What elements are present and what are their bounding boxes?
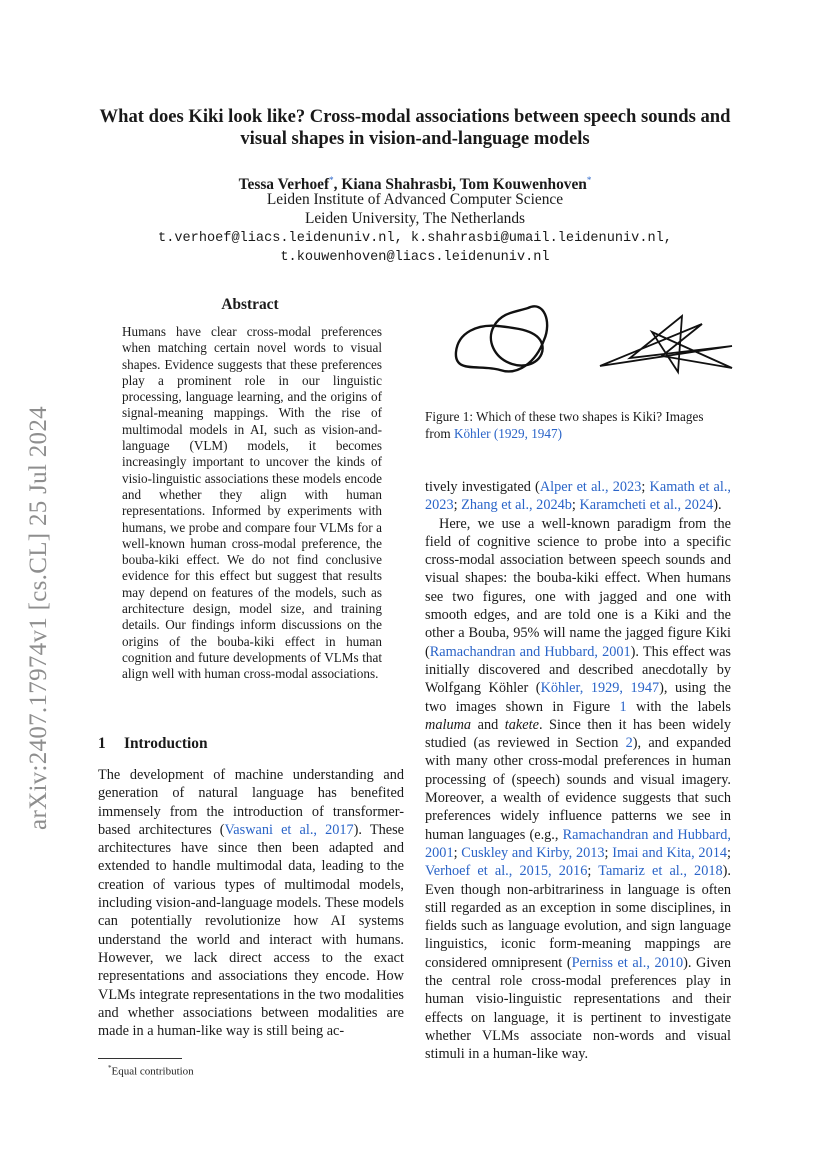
affiliation-university: Leiden University, The Netherlands xyxy=(304,210,526,227)
arxiv-identifier-text: arXiv:2407.17974v1 [cs.CL] 25 Jul 2024 xyxy=(25,406,52,830)
footnote-mark: * xyxy=(108,1064,112,1072)
affiliation-institute: Leiden Institute of Advanced Computer Science xyxy=(266,191,564,208)
text-fragment: ). xyxy=(713,497,722,514)
author-emails-line-1: t.verhoef@liacs.leidenuniv.nl, k.shahrasbi@umail.leidenuniv.nl, xyxy=(158,231,672,246)
introduction-continued xyxy=(425,478,731,1064)
citation-verhoef[interactable]: Verhoef et al., 2015, 2016 xyxy=(425,863,588,880)
section-title: Introduction xyxy=(124,735,208,752)
citation-zhang[interactable]: Zhang et al., 2024b xyxy=(461,497,572,514)
text-fragment: ), and expanded with many other cross-modal preferences in human processing of (speech) sounds and visual imagery. Moreover, a wealth of evidence suggests that such preferences widely influence patterns we see in human languages (e.g., xyxy=(425,735,731,843)
abstract-heading: Abstract xyxy=(221,296,279,313)
author-3: Tom Kouwenhoven xyxy=(459,176,587,194)
section-number: 1 xyxy=(98,735,106,752)
section-reference[interactable]: 2 xyxy=(625,735,633,752)
figure-caption xyxy=(425,409,731,443)
paragraph-bouba-kiki: Here, we use a well-known paradigm from the field of cognitive science to probe into a specific cross-modal association between speech sounds and visual shapes: the bouba-kiki effect. When humans see two figures, one with jagged and one with smooth edges, and are told one is a Kiki and the other a Bouba, 95% will name the jagged figure Kiki (Ramachandran and Hubbard, 2001). This effect was initially discovered and described anecdotally by Wolfgang Köhler (Köhler, 1929, 1947), using the two images shown in Figure 1 with the labels maluma and takete. Since then it has been widely studied (as reviewed in Section 2), and expanded with many other cross-modal preferences in human processing of (speech) sounds and visual imagery. Moreover, a wealth of evidence suggests that such preferences widely influence patterns we see in human languages (e.g., Ramachandran and Hubbard, 2001; Cuskley and Kirby, 2013; Imai and Kita, 2014; Verhoef et al., 2015, 2016; Tamariz et al., 2018). Even though non-arbitrariness in language is often still regarded as an exception in some disciplines, in fields such as language evolution, and sign language linguistics, iconic form-meaning mappings are considered omnipresent (Perniss et al., 2010). Given the central role cross-modal preferences play in human visio-linguistic representations and their effects on language, it is pertinent to investigate whether VLMs associate non-words and visual stimuli in a human-like way. xyxy=(425,515,732,1063)
bouba-round-shape xyxy=(456,306,547,371)
citation-ramachandran[interactable]: Ramachandran and Hubbard, 2001 xyxy=(429,643,631,660)
citation-karamcheti[interactable]: Karamcheti et al., 2024 xyxy=(579,497,714,514)
equal-contribution-mark-1[interactable]: * xyxy=(329,175,334,185)
figure-bouba-kiki-shapes xyxy=(440,296,740,396)
text-fragment: ), using the two images shown in Figure xyxy=(425,680,731,715)
equal-contribution-mark-2[interactable]: * xyxy=(586,175,592,185)
citation-kohler-figure[interactable]: Köhler (1929, 1947) xyxy=(453,425,562,441)
author-2: Kiana Shahrasbi xyxy=(341,176,453,194)
author-emails-line-2: t.kouwenhoven@liacs.leidenuniv.nl xyxy=(280,250,550,265)
term-takete: takete xyxy=(504,716,539,733)
introduction-paragraph xyxy=(98,766,404,1040)
section-heading-introduction xyxy=(98,735,208,753)
author-list: Tessa Verhoef*, Kiana Shahrasbi, Tom Kouwenhoven* xyxy=(238,175,592,194)
footnote-divider xyxy=(98,1058,182,1059)
paragraph-continuation: tively investigated (Alper et al., 2023; Kamath et al., 2023; Zhang et al., 2024b; Karamcheti et al., 2024). xyxy=(425,479,731,514)
citation-kohler[interactable]: Köhler, 1929, 1947 xyxy=(540,680,660,697)
footnote-text: Equal contribution xyxy=(111,1065,194,1078)
citation-perniss[interactable]: Perniss et al., 2010 xyxy=(571,954,684,971)
footnote xyxy=(108,1064,194,1078)
text-fragment: ). Even though non-arbitrariness in language is often still regarded as an exception in some disciplines, in fields such as language evolution, and sign language linguistics, iconic form-meaning mappings are considered omnipresent ( xyxy=(425,863,731,971)
text-fragment: Here, we use a well-known paradigm from the field of cognitive science to probe into a specific cross-modal association between speech sounds and visual shapes: the bouba-kiki effect. When humans see two figures, one with jagged and one with smooth edges, and are told one is a Kiki and the other a Bouba, 95% will name the jagged figure Kiki ( xyxy=(425,515,731,660)
abstract-body: Humans have clear cross-modal preferences when matching certain novel words to visual shapes. Evidence suggests that these preferences play a prominent role in our linguistic processing, language learning, and the origins of signal-meaning mappings. With the rise of multimodal models in AI, such as vision-and-language (VLM) models, it becomes increasingly important to uncover the kinds of visio-linguistic associations these models encode and whether they align with human representations. Informed by experiments with humans, we probe and compare four VLMs for a well-known human cross-modal preference, the bouba-kiki effect. We do not find conclusive evidence for this effect but suggest that results may depend on features of the models, such as architecture design, model size, and training details. Our findings inform discussions on the origins of the bouba-kiki effect in human cognition and future developments of VLMs that align well with human cross-modal associations. xyxy=(122,324,382,682)
figure-caption-text: Figure 1: Which of these two shapes is Kiki? Images from xyxy=(425,409,704,441)
citation-kamath[interactable]: Kamath et al., 2023 xyxy=(425,479,731,514)
text-fragment: and xyxy=(471,716,505,733)
figure-reference[interactable]: 1 xyxy=(619,698,627,715)
term-maluma: maluma xyxy=(425,716,472,733)
author-1: Tessa Verhoef xyxy=(238,176,330,194)
citation-tamariz[interactable]: Tamariz et al., 2018 xyxy=(598,863,723,880)
arxiv-identifier xyxy=(26,378,52,858)
citation-vaswani[interactable]: Vaswani et al., 2017 xyxy=(224,821,354,838)
text-fragment: ). This effect was initially discovered and described anecdotally by Wolfgang Köhler ( xyxy=(425,643,731,697)
text-fragment: . Since then it has been widely studied (as reviewed in Section xyxy=(425,716,731,752)
citation-ramachandran-2[interactable]: Ramachandran and Hubbard, 2001 xyxy=(425,826,732,861)
text-fragment: with the labels xyxy=(626,698,731,715)
text-fragment: tively investigated ( xyxy=(425,479,540,495)
paper-title: What does Kiki look like? Cross-modal associations between speech sounds and visual shapes in vision-and-language models xyxy=(99,106,731,149)
citation-alper[interactable]: Alper et al., 2023 xyxy=(539,479,642,495)
citation-imai[interactable]: Imai and Kita, 2014 xyxy=(612,844,728,861)
intro-text-a: The development of machine understanding and generation of natural language has benefited immensely from the introduction of transformer-based architectures ( xyxy=(98,767,404,838)
intro-text-b: ). These architectures have since then been adapted and extended to handle multimodal data, leading to the creation of various types of multimodal models, including vision-and-language models. These models can potentially revolutionize how AI systems understand the world and interact with humans. However, we lack direct access to the exact representations and associations they encode. How VLMs integrate representations in the two modalities and whether associations between modalities are made in a human-like way is still being ac- xyxy=(98,821,404,1040)
kiki-jagged-shape xyxy=(600,316,732,372)
text-fragment: ). Given the central role cross-modal preferences play in human visio-linguistic representations and their effects on language, it is pertinent to investigate whether VLMs associate non-words and visual stimuli in a human-like way. xyxy=(425,954,731,1063)
citation-cuskley[interactable]: Cuskley and Kirby, 2013 xyxy=(461,844,605,861)
